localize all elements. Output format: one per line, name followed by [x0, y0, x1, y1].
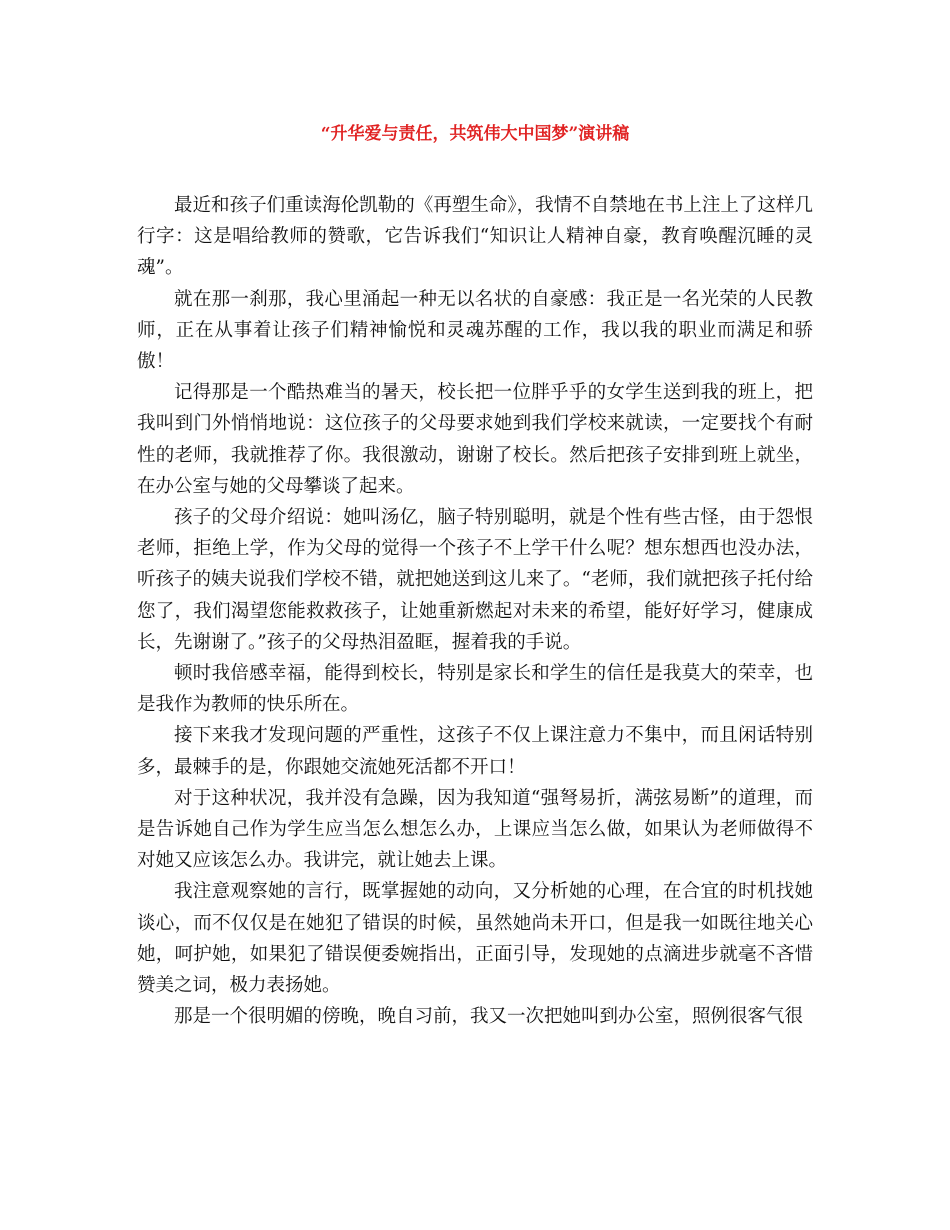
paragraph: 记得那是一个酷热难当的暑天，校长把一位胖乎乎的女学生送到我的班上，把我叫到门外悄悄地说：这位孩子的父母要求她到我们学校来就读，一定要找个有耐性的老师，我就推荐了你。我很激动，谢谢了校长。然后把孩子安排到班上就坐，在办公室与她的父母攀谈了起来。 [137, 382, 813, 497]
document-body [137, 190, 813, 1032]
paragraph: 顿时我倍感幸福，能得到校长，特别是家长和学生的信任是我莫大的荣幸，也是我作为教师的快乐所在。 [137, 663, 813, 716]
paragraph: 孩子的父母介绍说：她叫汤亿，脑子特别聪明，就是个性有些古怪，由于怨恨老师，拒绝上学，作为父母的觉得一个孩子不上学干什么呢？想东想西也没办法，听孩子的姨夫说我们学校不错，就把她送到这儿来了。“老师，我们就把孩子托付给您了，我们渴望您能救救孩子，让她重新燃起对未来的希望，能好好学习，健康成长，先谢谢了。”孩子的父母热泪盈眶，握着我的手说。 [137, 507, 813, 653]
paragraph: 最近和孩子们重读海伦凯勒的《再塑生命》，我情不自禁地在书上注上了这样几行字：这是唱给教师的赞歌，它告诉我们“知识让人精神自豪，教育唤醒沉睡的灵魂”。 [137, 195, 813, 279]
paragraph: 接下来我才发现问题的严重性，这孩子不仅上课注意力不集中，而且闲话特别多，最棘手的是，你跟她交流她死活都不开口！ [137, 725, 813, 778]
document-title: “升华爱与责任，共筑伟大中国梦”演讲稿 [320, 124, 630, 144]
paragraph: 那是一个很明媚的傍晚，晚自习前，我又一次把她叫到办公室，照例很客气很 [174, 1006, 804, 1028]
paragraph: 我注意观察她的言行，既掌握她的动向，又分析她的心理，在合宜的时机找她谈心，而不仅仅是在她犯了错误的时候，虽然她尚未开口，但是我一如既往地关心她，呵护她，如果犯了错误便委婉指出，正面引导，发现她的点滴进步就毫不吝惜赞美之词，极力表扬她。 [137, 881, 813, 997]
paragraph: 就在那一刹那，我心里涌起一种无以名状的自豪感：我正是一名光荣的人民教师，正在从事着让孩子们精神愉悦和灵魂苏醒的工作，我以我的职业而满足和骄傲！ [137, 288, 813, 373]
paragraph: 对于这种状况，我并没有急躁，因为我知道“强弩易折，满弦易断”的道理，而是告诉她自己作为学生应当怎么想怎么办，上课应当怎么做，如果认为老师做得不对她又应该怎么办。我讲完，就让她去上课。 [137, 787, 813, 872]
